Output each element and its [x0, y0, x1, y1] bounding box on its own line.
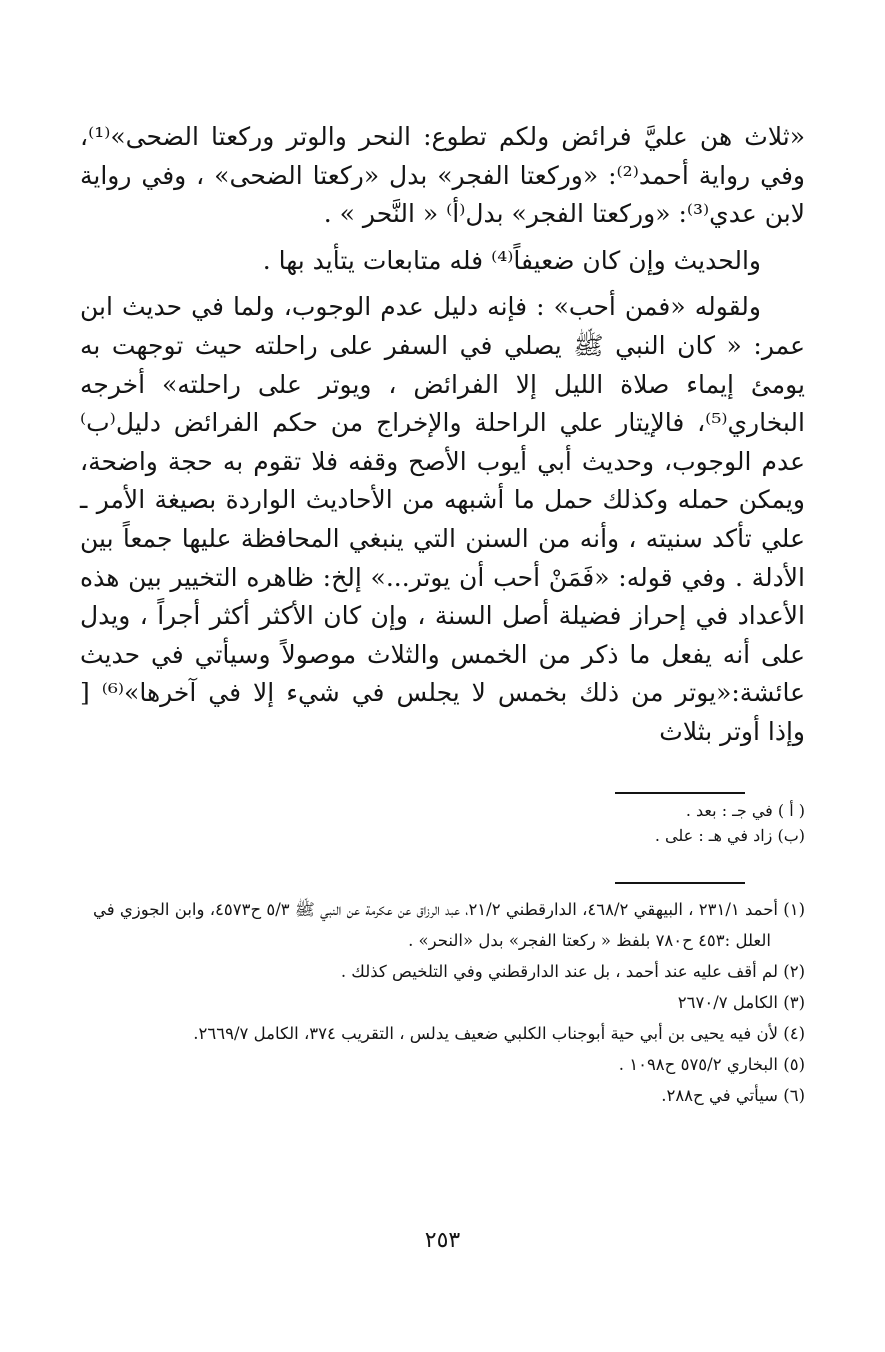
- footnote: (٤) لأن فيه يحيى بن أبي حية أبوجناب الكلبي ضعيف يدلس ، التقريب ٣٧٤، الكامل ٢٦٦٩/٧.: [193, 1024, 805, 1043]
- main-text: [80, 118, 805, 752]
- footnote: (٦) سيأتي في ح٢٨٨.: [661, 1086, 805, 1105]
- footnotes-divider: [615, 882, 745, 884]
- paragraph-weak-hadith: والحديث وإن كان ضعيفاً⁽⁴⁾ فله متابعات يتأيد بها .: [262, 245, 761, 275]
- variant-note: ( أ ) في جـ : بعد .: [685, 801, 805, 820]
- variant-notes-divider: [615, 792, 745, 794]
- variant-notes: [80, 798, 805, 848]
- footnote: (٢) لم أقف عليه عند أحمد ، بل عند الدارقطني وفي التلخيص كذلك .: [340, 962, 805, 981]
- paragraph-hadith-quote: «ثلاث هن عليَّ فرائض ولكم تطوع: النحر والوتر وركعتا الضحى»⁽¹⁾، وفي رواية أحمد⁽²⁾: «وركعتا الفجر» بدل «ركعتا الضحى» ، وفي رواية لابن عدي⁽³⁾: «وركعتا الفجر» بدل⁽أ⁾ « النَّحر » .: [80, 122, 805, 229]
- page-number: ٢٥٣: [424, 1228, 461, 1253]
- footnote: (٥) البخاري ٥٧٥/٢ ح١٠٩٨ .: [618, 1055, 805, 1074]
- footnotes: [80, 894, 805, 1111]
- variant-note: (ب) زاد في هـ : على .: [654, 826, 805, 845]
- footnote: (٣) الكامل ٢٦٧٠/٧: [677, 993, 805, 1012]
- footnote: (١) أحمد ٢٣١/١ ، البيهقي ٤٦٨/٢، الدارقطني ٢١/٢، عبد الرزاق عن عكرمة عن النبي ﷺ ٥/٣ ح٤٥٧٣، وابن الجوزي في العلل :٤٥٣ ح٧٨٠ بلفظ « ركعتا الفجر» بدل «النحر» .: [92, 900, 805, 950]
- paragraph-commentary: ولقوله «فمن أحب» : فإنه دليل عدم الوجوب، ولما في حديث ابن عمر: « كان النبي ﷺ يصلي في السفر على راحلته حيث توجهت به يومئ إيماء صلاة الليل إلا الفرائض ، ويوتر على راحلته» أخرجه البخاري⁽⁵⁾، فالإيتار علي الراحلة والإخراج من حكم الفرائض دليل⁽ب⁾ عدم الوجوب، وحديث أبي أيوب الأصح وقفه فلا تقوم به حجة واضحة، ويمكن حمله وكذلك حمل ما أشبهه من الأحاديث الواردة بصيغة الأمر ـ علي تأكد سنيته ، وأنه من السنن التي ينبغي المحافظة عليها جمعاً بين الأدلة . وفي قوله: «فَمَنْ أحب أن يوتر...» إلخ: ظاهره التخيير بين هذه الأعداد في إحراز فضيلة أصل السنة ، وإن كان الأكثر أكثر أجراً ، ويدل على أنه يفعل ما ذكر من الخمس والثلاث موصولاً وسيأتي في حديث عائشة:«يوتر من ذلك بخمس لا يجلس في شيء إلا في آخرها»⁽⁶⁾ [ وإذا أوتر بثلاث: [80, 292, 805, 746]
